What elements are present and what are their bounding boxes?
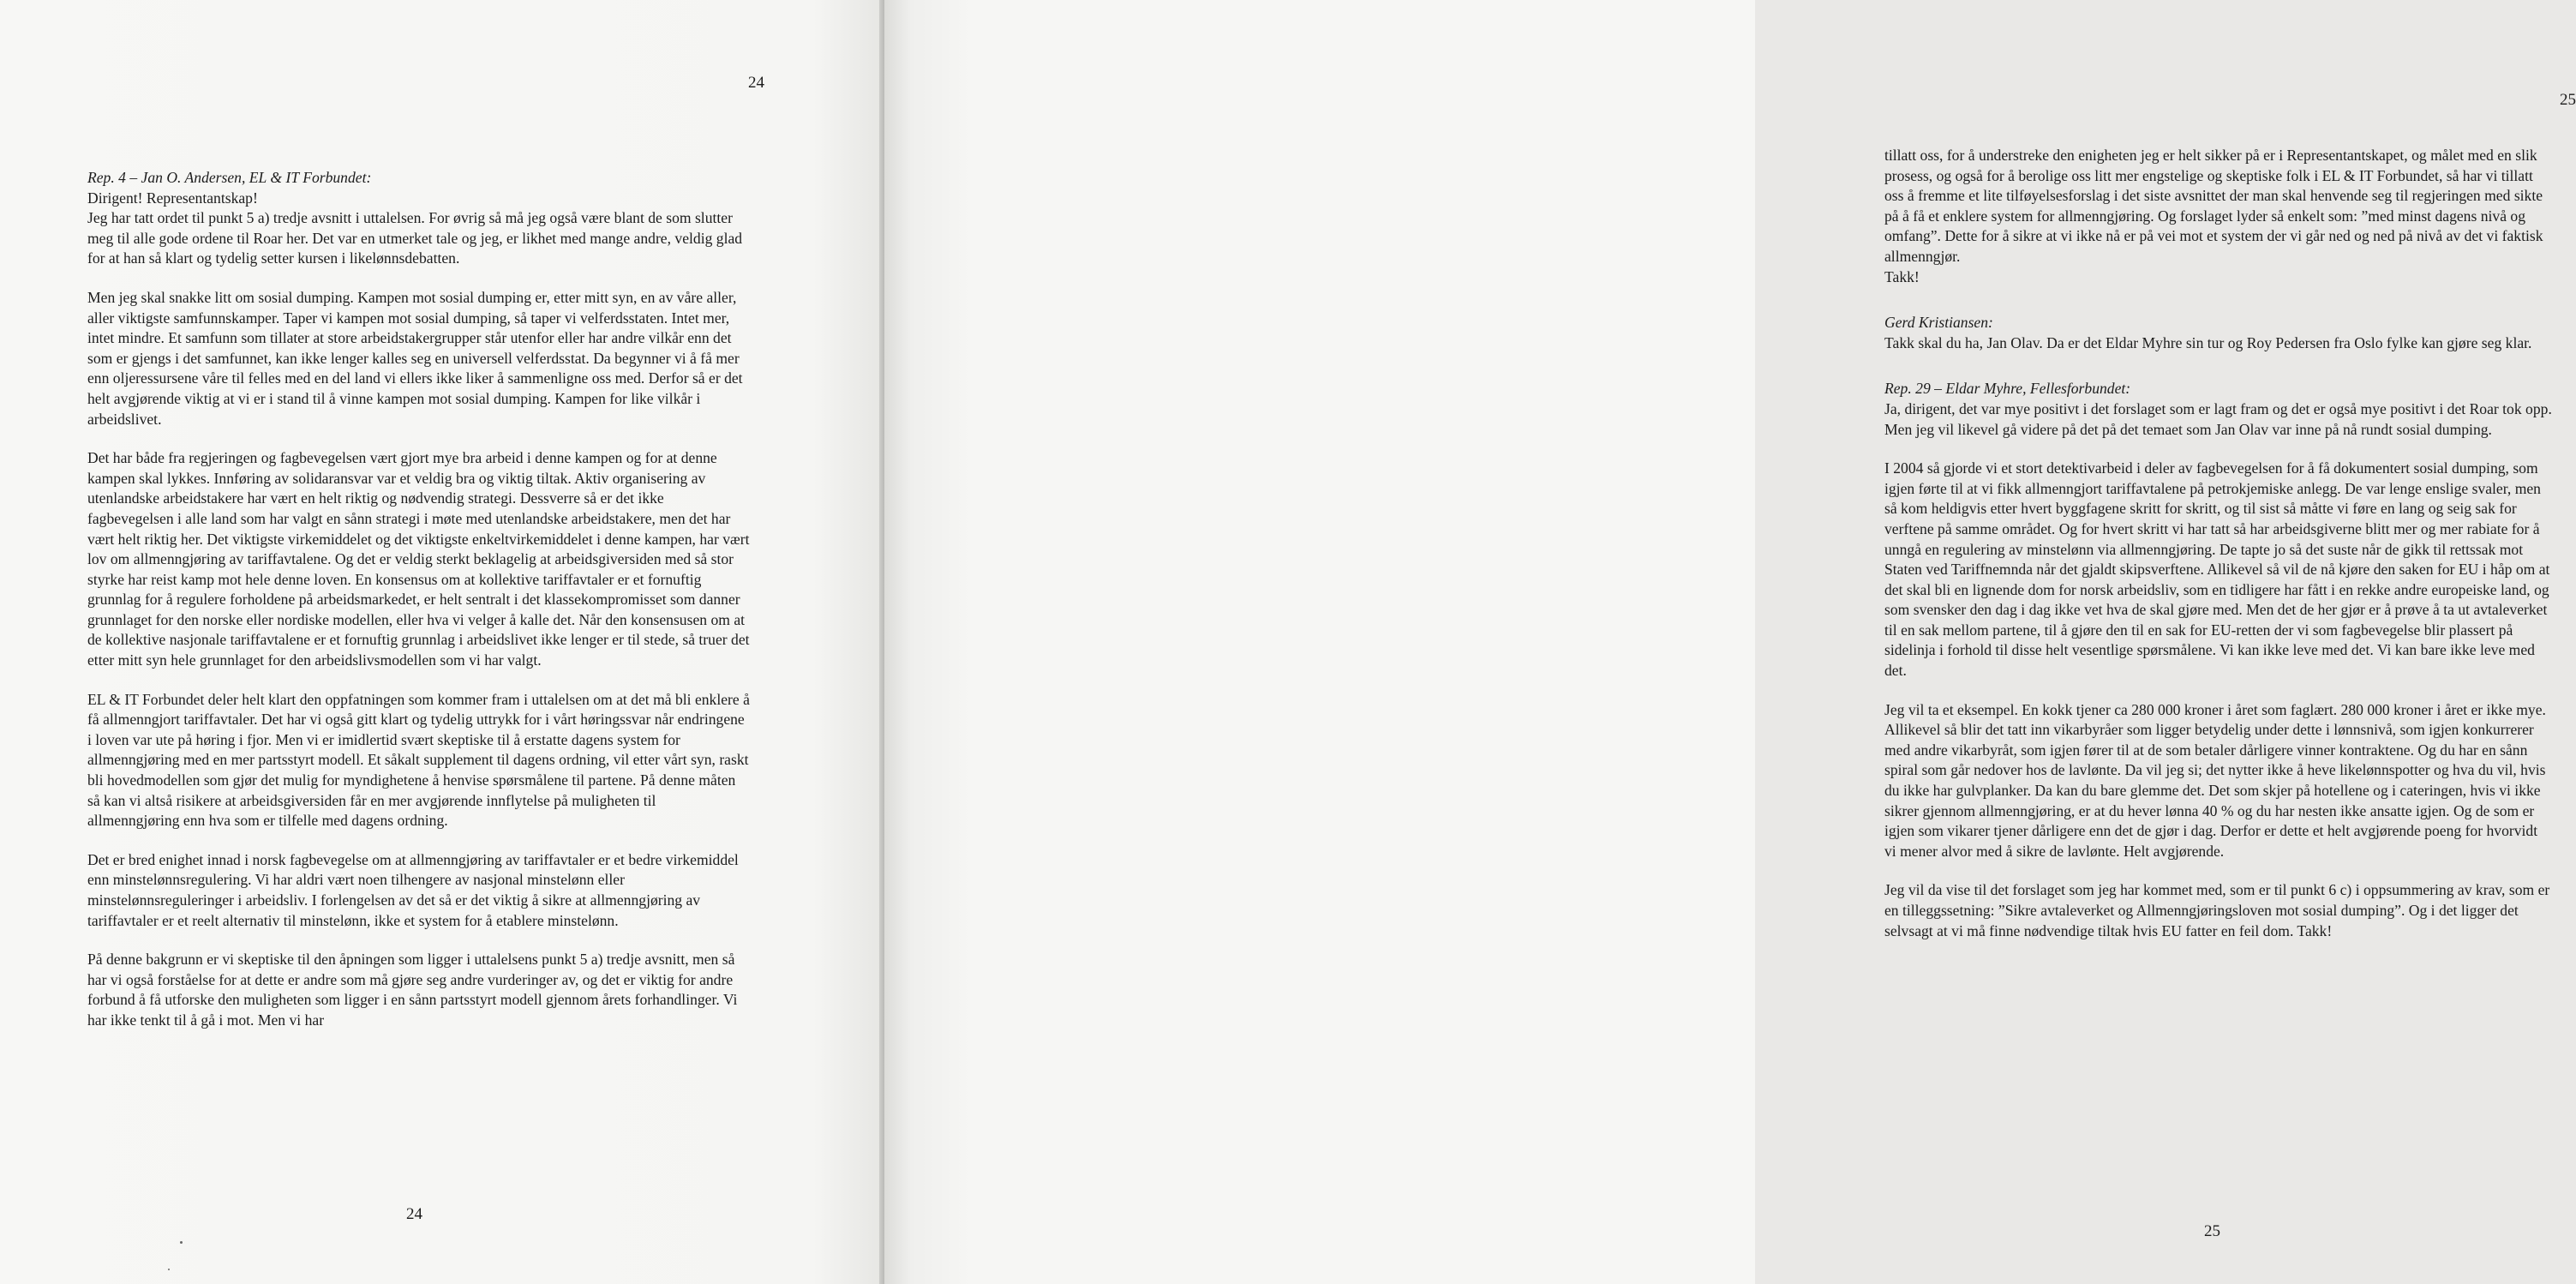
paragraph: Men jeg skal snakke litt om sosial dumping. Kampen mot sosial dumping er, etter mitt syn, en av våre aller, aller viktigste samfunnskamper. Taper vi kampen mot sosial dumping, så taper vi velferdsstaten. Intet mer, intet mindre. Et samfunn som tillater at store arbeidstakergrupper står utenfor eller har andre vilkår enn det som er gjengs i det samfunnet, kan ikke lenger kalles seg en universell velferdsstat. Da begynner vi å få mer enn oljeressursene våre til felles med en del land vi ellers ikke liker å sammenligne oss med. Derfor så er det helt avgjørende viktig at vi er i stand til å vinne kampen mot sosial dumping. Kampen for like vilkår i arbeidslivet. [87,288,743,428]
speaker-label: Rep. 29 – Eldar Myhre, Fellesforbundet: [1884,380,2131,398]
right-page-text [1884,146,2553,967]
page-number-top: 24 [748,74,764,92]
paragraph: tillatt oss, for å understreke den enigheten jeg er helt sikker på er i Representantskapet, og målet med en slik prosess, og også for å berolige oss litt mer engstelige og skeptiske folk i EL & IT Forbundet, så har vi tillatt oss å fremme et lite tilføyelsesforslag i det siste avsnittet der man skal henvende seg til regjeringen med sikte på å få et enklere system for allmenngjøring. Og forslaget lyder så enkelt som: ”med minst dagens nivå og omfang”. Dette for å sikre at vi ikke nå er på vei mot et system der vi går ned og ned på nivå av det vi faktisk allmenngjør. Takk! [1884,147,2543,285]
paragraph: Det er bred enighet innad i norsk fagbevegelse om at allmenngjøring av tariffavtaler er et bedre virkemiddel enn minstelønnsregulering. Vi har aldri vært noen tilhengere av nasjonal minstelønn eller minstelønnsreguleringer i arbeidsliv. I forlengelsen av det så er det viktig å sikre at allmenngjøring av tariffavtaler er et reelt alternativ til minstelønn, ikke et system for å etablere minstelønn. [87,850,739,929]
left-paragraphs [87,189,752,1031]
paragraph: EL & IT Forbundet deler helt klart den oppfatningen som kommer fram i uttalelsen om at det må bli enklere å få allmenngjort tariffavtaler. Det har vi også gitt klart og tydelig uttrykk for i vårt høringssvar når endringene i loven var ute på høring i fjor. Men vi er imidlertid svært skeptiske til å erstatte dagens system for allmenngjøring med en mer partsstyrt modell. Et såkalt supplement til dagens ordning, vil etter vårt syn, raskt bli hovedmodellen som gjør det mulig for myndighetene å henvise spørsmålene til partene. På denne måten så kan vi altså risikere at arbeidsgiversiden får en mer avgjørende innflytelse på muligheten til allmenngjøring enn hva som er tilfelle med dagens ordning. [87,690,750,830]
dust-speck [180,1241,183,1244]
page-number-bottom: 24 [406,1205,422,1223]
paragraph: Takk skal du ha, Jan Olav. Da er det Eldar Myhre sin tur og Roy Pedersen fra Oslo fylke kan gjøre seg klar. [1884,333,2532,351]
page-number-top: 25 [2560,91,2576,109]
speech-block [1884,146,2553,287]
left-page [0,0,884,1284]
paragraph: Ja, dirigent, det var mye positivt i det forslaget som er lagt fram og det er også mye positivt i det Roar tok opp. Men jeg vil likevel gå videre på det på det temaet som Jan Olav var inne på nå rundt sosial dumping. [1884,399,2552,438]
paragraph: Jeg vil da vise til det forslaget som jeg har kommet med, som er til punkt 6 c) i oppsummering av krav, som er en tilleggssetning: ”Sikre avtaleverket og Allmenngjøringsloven mot sosial dumping”. Og i det ligger det selvsagt at vi må finne nødvendige tiltak hvis EU fatter en feil dom. Takk! [1884,881,2550,939]
speech-block [1884,313,2553,353]
paragraph: På denne bakgrunn er vi skeptiske til den åpningen som ligger i uttalelsens punkt 5 a) tredje avsnitt, men så har vi også forståelse for at dette er andre som må gjøre seg andre vurderinger av, og det er viktig for andre forbund å få utforske den muligheten som ligger i en sånn partsstyrt modell gjennom årets forhandlinger. Vi har ikke tenkt til å gå i mot. Men vi har [87,951,738,1029]
paragraph: Dirigent! Representantskap! Jeg har tatt ordet til punkt 5 a) tredje avsnitt i uttalelsen. For øvrig så må jeg også være blant de som slutter meg til alle gode ordene til Roar her. Det var en utmerket tale og jeg, er likhet med mange andre, veldig glad for at han så klart og tydelig setter kursen i likelønnsdebatten. [87,189,743,267]
paragraph: Det har både fra regjeringen og fagbevegelsen vært gjort mye bra arbeid i denne kampen og for at denne kampen skal lykkes. Innføring av solidaransvar var et veldig bra og viktig tiltak. Aktiv organisering av utenlandske arbeidstakere har vært en helt riktig og nødvendig strategi. Dessverre så er det ikke fagbevegelsen i alle land som har valgt en sånn strategi i møte med utenlandske arbeidstakere, men det har vært helt riktig her. Det viktigste virkemiddelet og det viktigste enkeltvirkemiddelet i denne kampen, har vært lov om allmenngjøring av tariffavtalene. Og det er veldig sterkt beklagelig at arbeidsgiversiden med så stor styrke har reist kamp mot hele denne loven. En konsensus om at kollektive tariffavtaler er et fornuftig grunnlag for å regulere forholdene på arbeidsmarkedet, er helt sentralt i det klassekompromisset som danner grunnlaget for den norske eller nordiske modellen, eller hva vi velger å kalle det. Når den konsensusen om at de kollektive nasjonale tariffavtalene er et fornuftig grunnlag i arbeidslivet ikke lenger er til stede, så truer det etter mitt syn hele grunnlaget for den arbeidslivsmodellen som vi har valgt. [87,449,750,669]
right-page [884,0,2576,1284]
speaker-label: Gerd Kristiansen: [1884,314,1993,332]
speaker-label: Rep. 4 – Jan O. Andersen, EL & IT Forbundet: [87,169,372,186]
left-page-text [87,168,752,1050]
paragraph: I 2004 så gjorde vi et stort detektivarbeid i deler av fagbevegelsen for å få dokumentert sosial dumping, som igjen førte til at vi fikk allmenngjort tariffavtalene på petrokjemiske anlegg. De var lenge enslige svaler, men så kom heldigvis etter hvert byggfagene skritt for skritt, og til sist så måtte vi føre en lang og seig sak for verftene på samme området. Og for hvert skritt vi har tatt så har arbeidsgiverne blitt mer og mer rabiate for å unngå en regulering av minstelønn via allmenngjøring. De tapte jo så det suste når de gikk til rettssak mot Staten ved Tariffnemnda når det gjaldt skipsverftene. Allikevel så vil de nå kjøre den saken for EU i håp om at det skal bli en lignende dom for norsk arbeidsliv, som en tidligere har fått i en rekke andre europeiske land, og som svensker den dag i dag ikke vet hva de skal gjøre med. Men det de her gjør er å prøve å ta ut avtaleverket til en sak mellom partene, til å gjøre den til en sak for EU-retten der vi som fagbevegelse blir plassert på sidelinja i forhold til disse helt vesentlige spørsmålene. Vi kan ikke leve med det. Vi kan bare ikke leve med det. [1884,459,2550,680]
paragraph: Jeg vil ta et eksempel. En kokk tjener ca 280 000 kroner i året som faglært. 280 000 kroner i året er ikke mye. Allikevel så blir det tatt inn vikarbyråer som ligger betydelig under dette i lønnsnivå, som igjen konkurrerer med andre vikarbyråt, som igjen fører til at de som betaler dårligere vinner kontraktene. Og du har en sånn spiral som går nedover hos de lavlønte. Da vil jeg si; det nytter ikke å heve likelønnspotter og hva du vil, hvis du ikke har gulvplanker. Da kan du bare glemme det. Det som skjer på hotellene og i cateringen, hvis vi ikke sikrer gjennom allmenngjøring, er at du hever lønna 40 % og du har nesten ikke ansatte igjen. Og de som er igjen som vikarer tjener dårligere enn det de gjør i dag. Derfor er dette et helt avgjørende poeng for hvorvidt vi mener alvor med å sikre de lavlønte. Helt avgjørende. [1884,700,2546,860]
speech-block [1884,379,2553,941]
page-number-bottom: 25 [2204,1222,2220,1240]
dust-speck [168,1269,170,1270]
